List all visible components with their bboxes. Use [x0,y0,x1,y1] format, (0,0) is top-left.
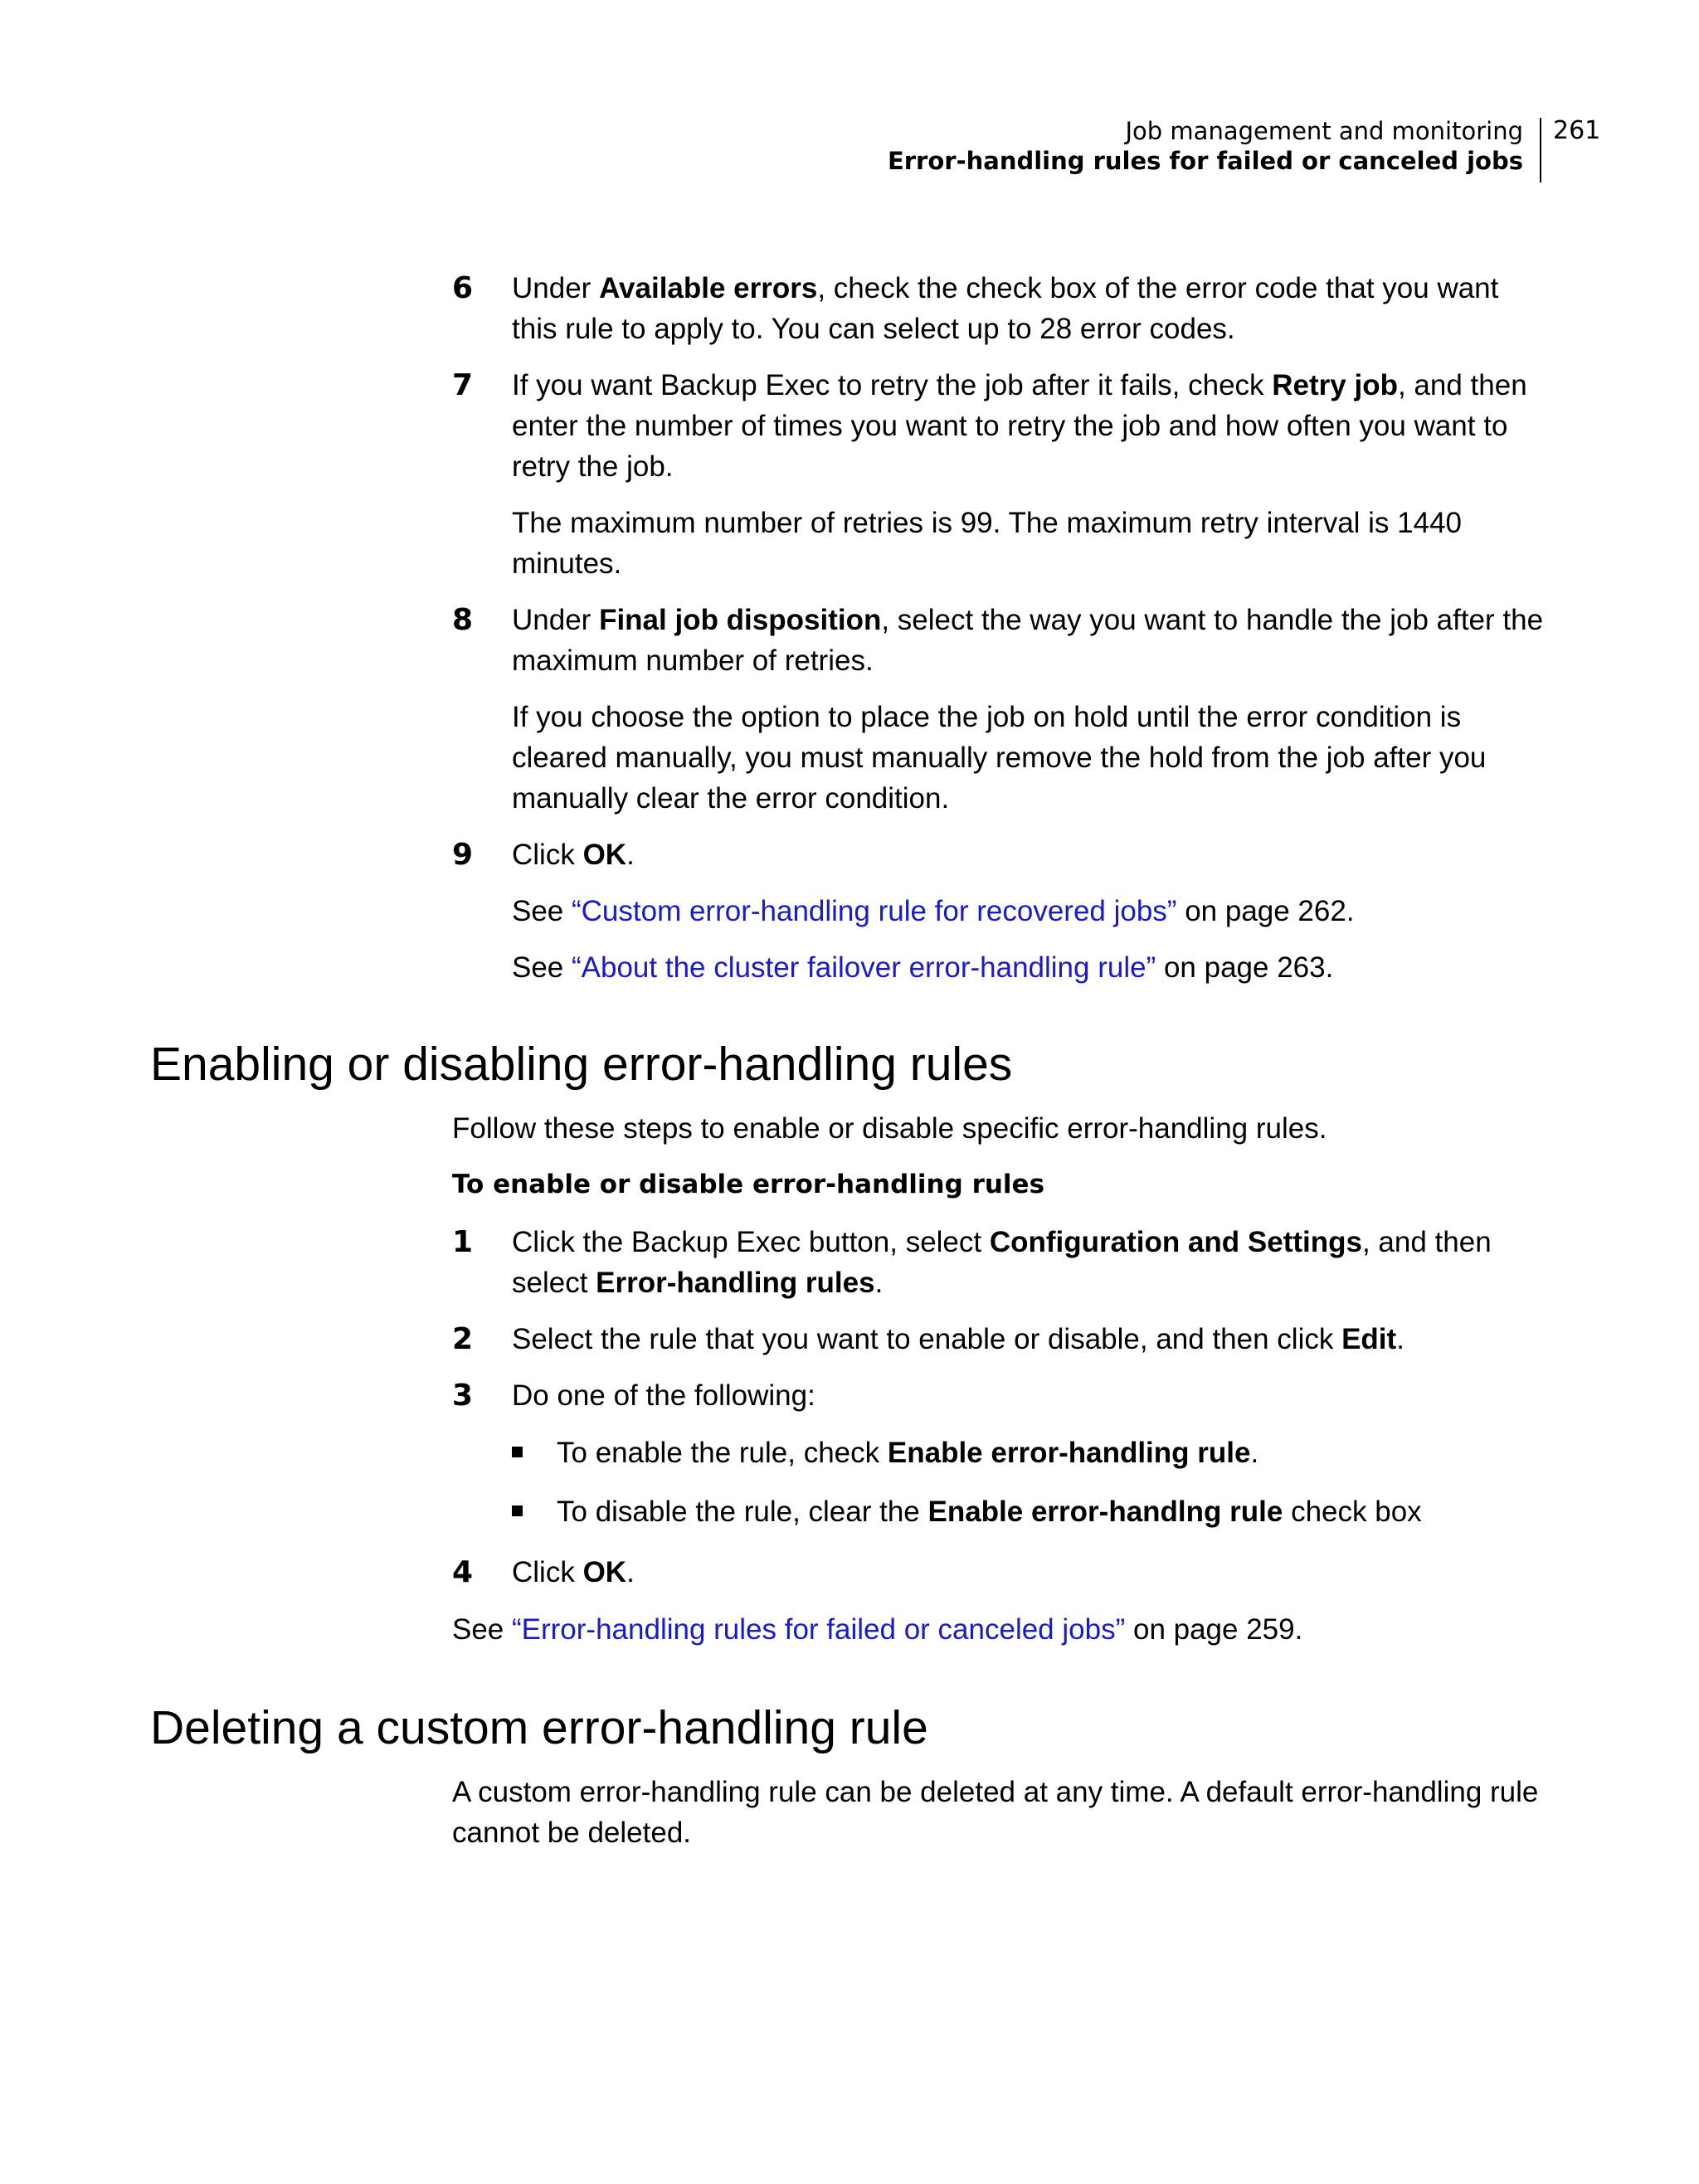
procedure-title: To enable or disable error-handling rules [452,1170,1045,1199]
bullet-icon [512,1505,523,1516]
ui-term: OK [582,839,627,871]
cross-reference-link[interactable]: “Error-handling rules for failed or canceled jobs” [512,1613,1126,1646]
ui-term: OK [582,1556,627,1588]
cross-reference-link[interactable]: “Custom error-handling rule for recovered jobs” [572,895,1177,927]
step-number: 9 [452,838,474,872]
see-also: See “Error-handling rules for failed or canceled jobs” on page 259. [452,1613,1303,1646]
section-intro: Follow these steps to enable or disable specific error-handling rules. [452,1112,1327,1145]
ui-term: Enable error-handlng rule [927,1496,1283,1528]
see-also: See “About the cluster failover error-handling rule” on page 263. [512,951,1334,984]
step-number: 1 [452,1225,474,1259]
header-divider [1540,118,1541,182]
ui-term: Configuration and Settings [989,1226,1362,1258]
section-title: Error-handling rules for failed or canceled jobs [887,147,1523,175]
bullet-icon [512,1447,523,1457]
section-text: A custom error-handling rule can be deleted at any time. A default error-handling rule cannot be deleted. [452,1776,1539,1849]
step-number: 8 [452,603,474,637]
see-also: See “Custom error-handling rule for recovered jobs” on page 262. [512,895,1355,927]
step-text: Do one of the following: [512,1379,815,1412]
step-number: 2 [452,1322,474,1356]
step-text: Under Final job disposition, select the way you want to handle the job after the maximum number of retries. [512,604,1544,677]
ui-term: Retry job [1272,369,1398,401]
step-text: Click OK. [512,839,635,871]
step-text: If you want Backup Exec to retry the job after it fails, check Retry job, and then enter the number of times you want to retry the job and how often you want to retry the job. [512,369,1527,483]
step-text: Click the Backup Exec button, select Configuration and Settings, and then select Error-handling rules. [512,1226,1492,1299]
step-number: 6 [452,271,474,305]
running-header [888,116,1523,176]
ui-term: Available errors [599,272,818,304]
ui-term: Enable error-handling rule [887,1437,1251,1469]
cross-reference-link[interactable]: “About the cluster failover error-handling rule” [572,951,1156,984]
section-heading: Enabling or disabling error-handling rules [150,1038,1013,1091]
chapter-title: Job management and monitoring [1125,117,1523,145]
step-number: 4 [452,1555,474,1589]
ui-term: Final job disposition [599,604,882,636]
step-number: 3 [452,1379,474,1413]
bullet-text: To enable the rule, check Enable error-handling rule. [557,1437,1259,1469]
ui-term: Error-handling rules [596,1267,875,1299]
step-text: Under Available errors, check the check box of the error code that you want this rule to apply to. You can select up to 28 error codes. [512,272,1499,345]
note-retries: The maximum number of retries is 99. The maximum retry interval is 1440 minutes. [512,507,1463,580]
page-number: 261 [1553,116,1601,145]
section-heading: Deleting a custom error-handling rule [150,1701,928,1754]
step-text: Click OK. [512,1556,635,1588]
note-hold: If you choose the option to place the job on hold until the error condition is cleared manually, you must manually remove the hold from the job after you manually clear the error condition. [512,701,1487,815]
bullet-text: To disable the rule, clear the Enable error-handlng rule check box [557,1496,1422,1528]
step-text: Select the rule that you want to enable or disable, and then click Edit. [512,1323,1404,1355]
ui-term: Edit [1341,1323,1397,1355]
step-number: 7 [452,368,474,402]
